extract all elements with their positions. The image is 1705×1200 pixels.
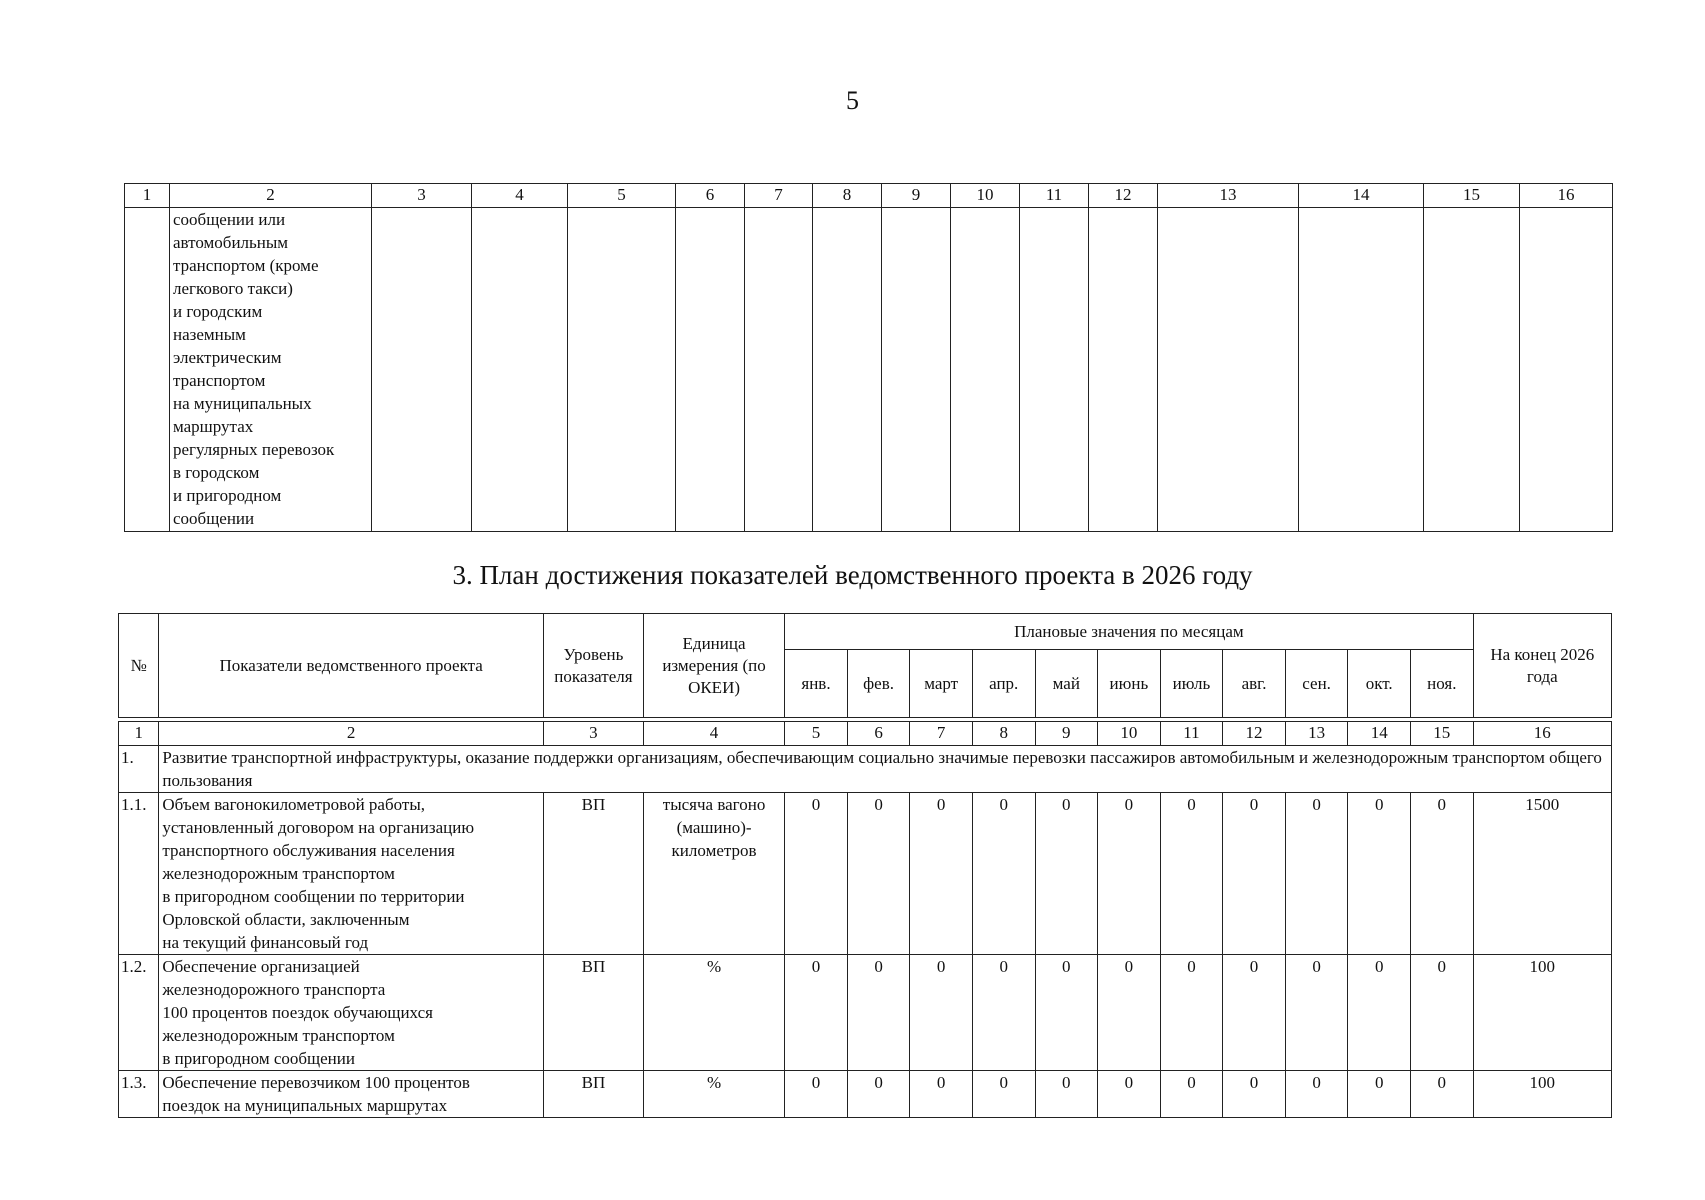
column-number: 9 [882, 184, 951, 208]
row-month-value: 0 [847, 1071, 910, 1118]
cell [568, 208, 676, 532]
row-month-value: 0 [1348, 793, 1411, 955]
row-month-value: 0 [847, 955, 910, 1071]
section-title: 3. План достижения показателей ведомственного проекта в 2026 году [452, 560, 1253, 590]
row-name: Обеспечение организацией железнодорожного транспорта 100 процентов поездок обучающихся железнодорожным транспортом в пригородном сообщении [159, 955, 544, 1071]
cell [745, 208, 813, 532]
row-month-value: 0 [910, 1071, 973, 1118]
header-month: апр. [972, 650, 1035, 718]
row-month-value: 0 [785, 1071, 848, 1118]
cell [1158, 208, 1299, 532]
row-month-value: 0 [1223, 793, 1286, 955]
column-number: 15 [1424, 184, 1520, 208]
row-month-value: 0 [1035, 1071, 1098, 1118]
column-number: 11 [1020, 184, 1089, 208]
row-month-value: 0 [1410, 793, 1473, 955]
row-month-value: 0 [785, 955, 848, 1071]
row-level: ВП [543, 1071, 643, 1118]
column-number: 7 [910, 722, 973, 746]
row-level: ВП [543, 793, 643, 955]
row-name: Обеспечение перевозчиком 100 процентов поездок на муниципальных маршрутах [159, 1071, 544, 1118]
column-number: 5 [785, 722, 848, 746]
header-num: № [119, 614, 159, 718]
header-month: июль [1160, 650, 1223, 718]
row-month-value: 0 [1098, 793, 1161, 955]
row-month-value: 0 [910, 955, 973, 1071]
column-number: 16 [1520, 184, 1613, 208]
row-month-value: 0 [1285, 793, 1348, 955]
section-row-title: Развитие транспортной инфраструктуры, оказание поддержки организациям, обеспечивающим социально значимые перевозки пассажиров автомобильным и железнодорожным транспортом общего пользования [159, 746, 1612, 793]
header-month: ноя. [1410, 650, 1473, 718]
row-month-value: 0 [972, 1071, 1035, 1118]
row-end-value: 1500 [1473, 793, 1611, 955]
column-number: 1 [119, 722, 159, 746]
continuation-table [124, 183, 1613, 532]
header-month: май [1035, 650, 1098, 718]
row-num: 1.1. [119, 793, 159, 955]
column-number: 13 [1285, 722, 1348, 746]
header-indicators: Показатели ведомственного проекта [159, 614, 544, 718]
header-month: окт. [1348, 650, 1411, 718]
column-number: 7 [745, 184, 813, 208]
column-number: 8 [972, 722, 1035, 746]
row-month-value: 0 [1098, 955, 1161, 1071]
table-row [119, 955, 1612, 1071]
cell [813, 208, 882, 532]
row-end-value: 100 [1473, 955, 1611, 1071]
row-level: ВП [543, 955, 643, 1071]
column-number: 5 [568, 184, 676, 208]
continuation-row [125, 208, 1613, 532]
header-month: сен. [1285, 650, 1348, 718]
column-number: 4 [643, 722, 784, 746]
row-month-value: 0 [972, 793, 1035, 955]
row-unit: % [643, 955, 784, 1071]
header-month: июнь [1098, 650, 1161, 718]
header-monthly: Плановые значения по месяцам [785, 614, 1473, 650]
column-number: 2 [170, 184, 372, 208]
cell [676, 208, 745, 532]
header-level: Уровень показателя [543, 614, 643, 718]
table-row [119, 793, 1612, 955]
page-number: 5 [846, 86, 859, 115]
row-month-value: 0 [910, 793, 973, 955]
continuation-column-numbers [125, 184, 1613, 208]
row-month-value: 0 [847, 793, 910, 955]
row-num: 1.3. [119, 1071, 159, 1118]
row-month-value: 0 [1410, 955, 1473, 1071]
column-number: 1 [125, 184, 170, 208]
header-month: янв. [785, 650, 848, 718]
section-row [119, 746, 1612, 793]
column-number: 6 [676, 184, 745, 208]
column-number: 12 [1223, 722, 1286, 746]
row-unit: тысяча вагоно (машино)-километров [643, 793, 784, 955]
column-number: 16 [1473, 722, 1611, 746]
cell [951, 208, 1020, 532]
header-month: март [910, 650, 973, 718]
column-number: 4 [472, 184, 568, 208]
row-month-value: 0 [1285, 1071, 1348, 1118]
column-number: 14 [1299, 184, 1424, 208]
row-month-value: 0 [1348, 955, 1411, 1071]
plan-table [118, 613, 1612, 1118]
cell [882, 208, 951, 532]
continuation-text: сообщении или автомобильным транспортом (кроме легкового такси) и городским наземным электрическим транспортом на муниципальных маршрутах регулярных перевозок в городском и пригородном сообщении [170, 208, 372, 532]
column-number: 2 [159, 722, 544, 746]
column-number: 3 [543, 722, 643, 746]
row-month-value: 0 [972, 955, 1035, 1071]
column-number: 10 [1098, 722, 1161, 746]
row-unit: % [643, 1071, 784, 1118]
row-month-value: 0 [1410, 1071, 1473, 1118]
row-month-value: 0 [1160, 1071, 1223, 1118]
row-month-value: 0 [1160, 955, 1223, 1071]
row-month-value: 0 [1285, 955, 1348, 1071]
row-month-value: 0 [1035, 793, 1098, 955]
column-number: 13 [1158, 184, 1299, 208]
row-month-value: 0 [785, 793, 848, 955]
row-name: Объем вагонокилометровой работы, установленный договором на организацию транспортного обслуживания населения железнодорожным транспортом в пригородном сообщении по территории Орловской области, заключенным на текущий финансовый год [159, 793, 544, 955]
section-num: 1. [119, 746, 159, 793]
column-number: 9 [1035, 722, 1098, 746]
cell [1299, 208, 1424, 532]
row-month-value: 0 [1348, 1071, 1411, 1118]
header-unit: Единица измерения (по ОКЕИ) [643, 614, 784, 718]
header-end: На конец 2026 года [1473, 614, 1611, 718]
row-month-value: 0 [1098, 1071, 1161, 1118]
cell [125, 208, 170, 532]
column-number: 15 [1410, 722, 1473, 746]
column-number: 12 [1089, 184, 1158, 208]
plan-column-numbers [119, 722, 1612, 746]
column-number: 8 [813, 184, 882, 208]
cell [1520, 208, 1613, 532]
header-month: авг. [1223, 650, 1286, 718]
column-number: 6 [847, 722, 910, 746]
row-month-value: 0 [1035, 955, 1098, 1071]
column-number: 11 [1160, 722, 1223, 746]
row-month-value: 0 [1223, 1071, 1286, 1118]
column-number: 10 [951, 184, 1020, 208]
cell [472, 208, 568, 532]
cell [372, 208, 472, 532]
row-month-value: 0 [1160, 793, 1223, 955]
row-month-value: 0 [1223, 955, 1286, 1071]
row-num: 1.2. [119, 955, 159, 1071]
cell [1089, 208, 1158, 532]
cell [1424, 208, 1520, 532]
row-end-value: 100 [1473, 1071, 1611, 1118]
table-row [119, 1071, 1612, 1118]
column-number: 14 [1348, 722, 1411, 746]
column-number: 3 [372, 184, 472, 208]
header-month: фев. [847, 650, 910, 718]
cell [1020, 208, 1089, 532]
